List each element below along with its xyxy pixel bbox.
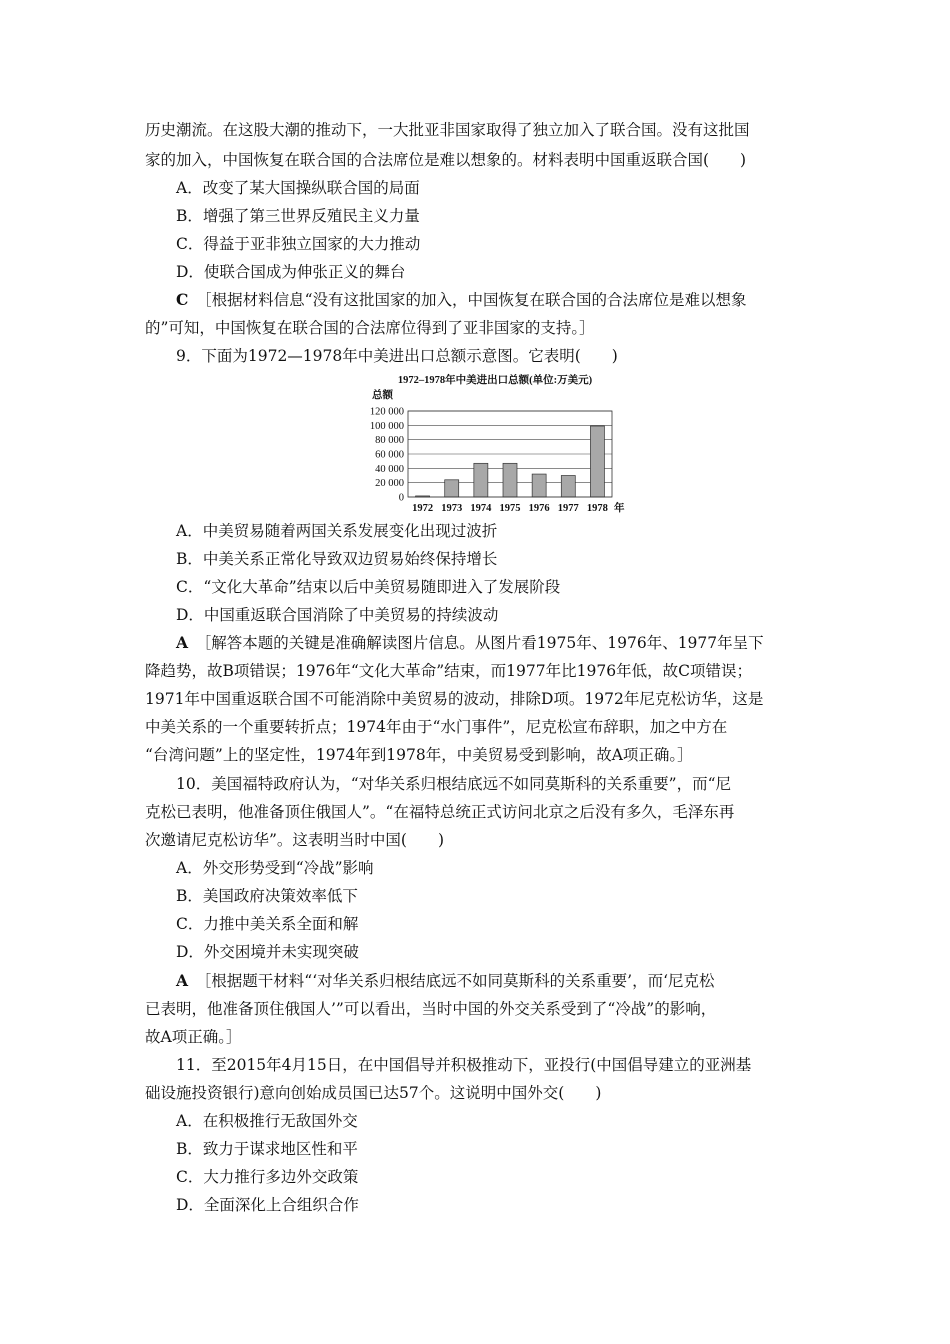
q10-explanation-1: ［根据题干材料“‘对华关系归根结底远不如同莫斯科的关系重要’，而‘尼克松 <box>203 972 715 990</box>
chart-x-tick-label: 1977 <box>557 503 579 514</box>
q9-answer-letter: A <box>176 633 189 652</box>
chart-bar <box>590 426 604 497</box>
q11-option-d: D．全面深化上合组织合作 <box>176 1196 359 1214</box>
chart-bar <box>445 480 459 497</box>
q10-stem-line-3: 次邀请尼克松访华”。这表明当时中国( ) <box>145 831 445 849</box>
chart-y-tick-label: 120 000 <box>369 406 404 418</box>
q8-option-d: D．使联合国成为伸张正义的舞台 <box>176 263 406 281</box>
q8-stem-line-2: 家的加入，中国恢复在联合国的合法席位是难以想象的。材料表明中国重返联合国( ) <box>145 151 747 169</box>
chart-x-tick-label: 1975 <box>499 503 521 514</box>
q8-option-b: B．增强了第三世界反殖民主义力量 <box>176 207 420 225</box>
chart-bar <box>503 463 517 497</box>
q8-option-a: A．改变了某大国操纵联合国的局面 <box>176 179 420 197</box>
q9-explanation-2: 降趋势，故B项错误；1976年“文化大革命”结束，而1977年比1976年低，故C项错误； <box>145 662 752 680</box>
q9-explanation-5: “台湾问题”上的坚定性，1974年到1978年，中美贸易受到影响，故A项正确。］ <box>145 746 693 764</box>
q9-option-a: A．中美贸易随着两国关系发展变化出现过波折 <box>176 522 498 540</box>
q10-stem-line-2: 克松已表明，他准备顶住俄国人”。“在福特总统正式访问北京之后没有多久，毛泽东再 <box>145 803 735 821</box>
chart-x-tick-label: 1974 <box>470 503 492 514</box>
chart-title: 1972–1978年中美进出口总额(单位:万美元) <box>397 375 593 386</box>
chart-bars <box>416 426 605 497</box>
chart-y-axis-label: 总额 <box>372 390 393 401</box>
q11-option-b: B．致力于谋求地区性和平 <box>176 1140 358 1158</box>
q10-option-d: D．外交困境并未实现突破 <box>176 943 359 961</box>
q11-stem-line-1: 11．至2015年4月15日，在中国倡导并积极推动下，亚投行(中国倡导建立的亚洲基 <box>176 1056 752 1074</box>
chart-x-tick-label: 1973 <box>441 503 463 514</box>
q8-answer-line-1 <box>176 290 747 310</box>
q11-stem-line-2: 础设施投资银行)意向创始成员国已达57个。这说明中国外交( ) <box>145 1084 602 1102</box>
q9-option-c: C．“文化大革命”结束以后中美贸易随即进入了发展阶段 <box>176 578 561 596</box>
q9-explanation-3: 1971年中国重返联合国不可能消除中美贸易的波动，排除D项。1972年尼克松访华，这是 <box>145 690 764 708</box>
chart-y-tick-label: 80 000 <box>375 435 404 447</box>
chart-x-tick-label: 1978 <box>586 503 608 514</box>
q9-explanation-1: ［解答本题的关键是准确解读图片信息。从图片看1975年、1976年、1977年呈下 <box>203 634 764 652</box>
q10-answer-line-1 <box>176 971 715 991</box>
chart-y-tick-label: 40 000 <box>375 463 404 475</box>
chart-bar <box>561 476 575 498</box>
q8-explanation-2: 的”可知，中国恢复在联合国的合法席位得到了亚非国家的支持。］ <box>145 319 595 337</box>
q9-option-d: D．中国重返联合国消除了中美贸易的持续波动 <box>176 606 499 624</box>
q11-option-a: A．在积极推行无敌国外交 <box>176 1112 358 1130</box>
chart-bar <box>532 474 546 497</box>
q10-option-b: B．美国政府决策效率低下 <box>176 887 358 905</box>
chart-y-tick-label: 0 <box>398 492 404 504</box>
q8-option-c: C．得益于亚非独立国家的大力推动 <box>176 235 421 253</box>
chart-bar <box>474 463 488 497</box>
chart-x-axis-label: 年 <box>614 503 625 514</box>
chart-y-tick-label: 100 000 <box>369 420 404 432</box>
q10-explanation-3: 故A项正确。］ <box>145 1028 242 1046</box>
q9-stem: 9．下面为1972—1978年中美进出口总额示意图。它表明( ) <box>176 347 618 365</box>
chart-y-tick-label: 60 000 <box>375 449 404 461</box>
q10-answer-letter: A <box>176 971 189 990</box>
q8-explanation-1: ［根据材料信息“没有这批国家的加入，中国恢复在联合国的合法席位是难以想象 <box>203 291 747 309</box>
chart-x-ticks <box>412 503 608 514</box>
q9-option-b: B．中美关系正常化导致双边贸易始终保持增长 <box>176 550 498 568</box>
q8-stem-line-1: 历史潮流。在这股大潮的推动下，一大批亚非国家取得了独立加入了联合国。没有这批国 <box>145 121 750 139</box>
q10-option-a: A．外交形势受到“冷战”影响 <box>176 859 374 877</box>
chart-x-tick-label: 1972 <box>412 503 434 514</box>
q9-answer-line-1 <box>176 633 764 653</box>
q10-stem-line-1: 10．美国福特政府认为，“对华关系归根结底远不如同莫斯科的关系重要”，而“尼 <box>176 775 731 793</box>
q11-option-c: C．大力推行多边外交政策 <box>176 1168 359 1186</box>
chart-x-tick-label: 1976 <box>528 503 550 514</box>
q8-answer-letter: C <box>176 290 189 309</box>
chart-y-tick-label: 20 000 <box>375 478 404 490</box>
chart-y-ticks <box>370 407 404 504</box>
q9-explanation-4: 中美关系的一个重要转折点；1974年由于“水门事件”，尼克松宣布辞职，加之中方在 <box>145 718 728 736</box>
q10-option-c: C．力推中美关系全面和解 <box>176 915 359 933</box>
q10-explanation-2: 已表明，他准备顶住俄国人’”可以看出，当时中国的外交关系受到了“冷战”的影响， <box>145 1000 717 1018</box>
trade-bar-chart <box>350 372 640 517</box>
